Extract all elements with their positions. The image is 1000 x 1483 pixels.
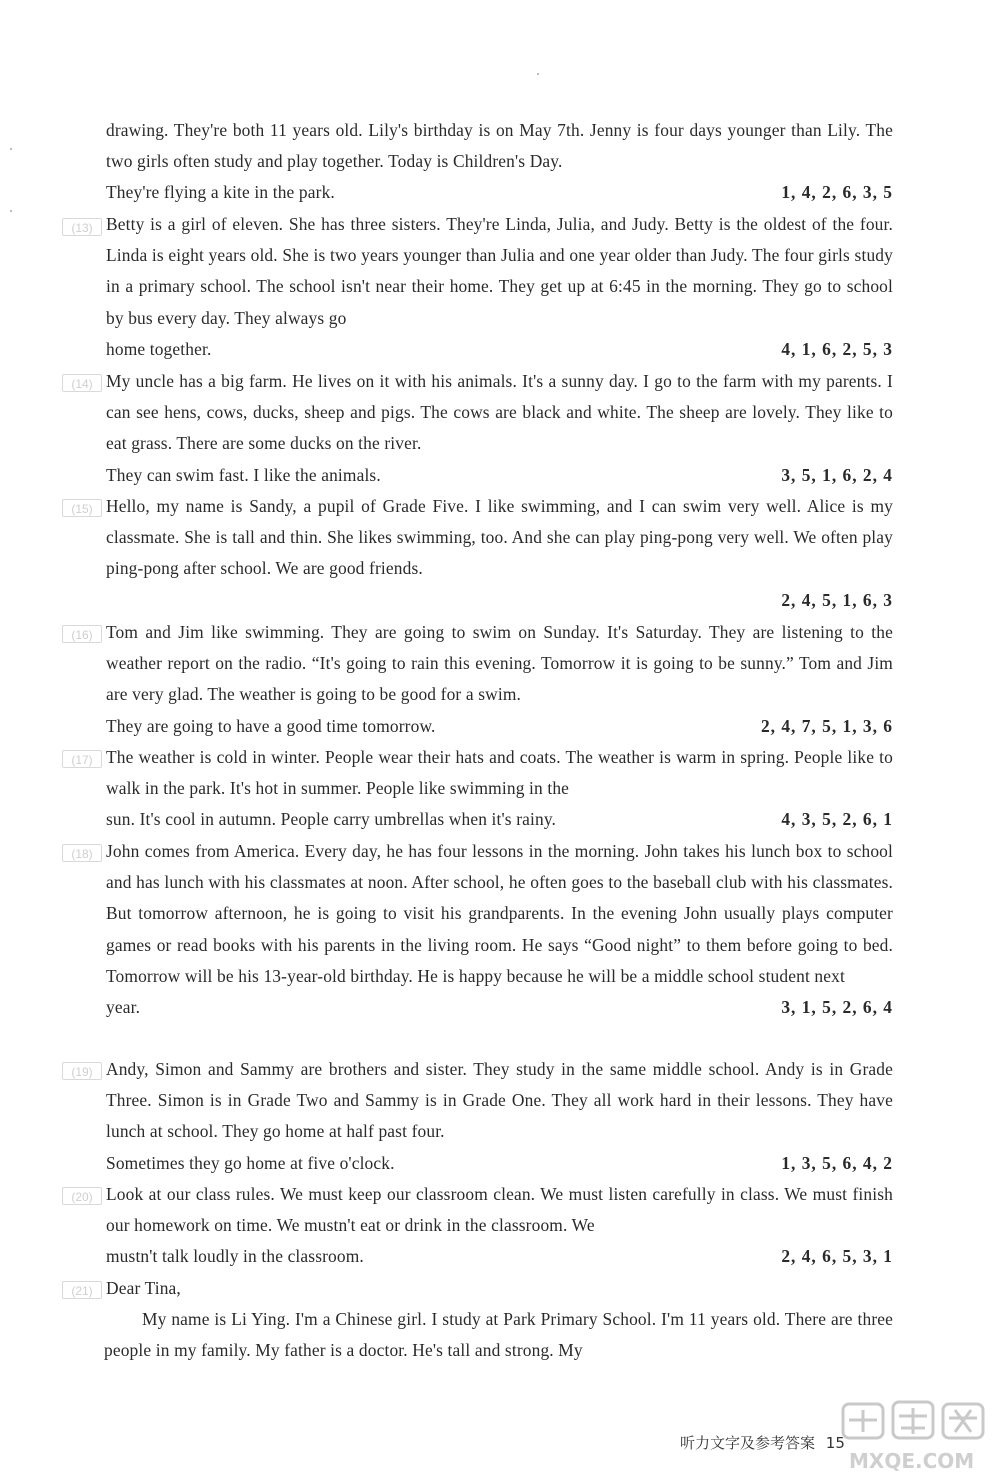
paragraph-last-line (106, 804, 893, 835)
paragraph-last-text: Sometimes they go home at five o'clock. (106, 1152, 395, 1173)
answer-sequence: 1, 3, 5, 6, 4, 2 (781, 1152, 893, 1173)
paragraph-1 (106, 209, 893, 365)
paragraph-last-line (106, 460, 893, 491)
paragraph-7 (106, 1054, 893, 1179)
item-number-badge: (18) (62, 844, 102, 862)
paragraph-last-line (106, 711, 893, 742)
answer-sequence: 4, 1, 6, 2, 5, 3 (781, 338, 893, 359)
watermark-logo (835, 1398, 990, 1478)
paragraph-4 (106, 617, 893, 742)
page-number: 15 (825, 1434, 845, 1452)
item-number-badge: (16) (62, 625, 102, 643)
paragraph-8 (106, 1179, 893, 1273)
paragraph-5 (106, 742, 893, 836)
item-number-badge: (19) (62, 1062, 102, 1080)
paragraph-last-line (106, 177, 893, 208)
answer-sequence: 3, 5, 1, 6, 2, 4 (781, 464, 893, 485)
item-number-badge: (17) (62, 750, 102, 768)
item-number-badge: (13) (62, 218, 102, 236)
scan-speck (10, 148, 12, 150)
paragraph-last-line (106, 1148, 893, 1179)
paragraph-text: Tom and Jim like swimming. They are going to swim on Sunday. It's Saturday. They are listening to the weather report on the radio. “It's going to rain this evening. Tomorrow it is going to be sunny.” Tom and Jim are very glad. The weather is going to be good for a swim. (106, 622, 893, 705)
paragraph-3 (106, 491, 893, 616)
scan-speck (537, 73, 539, 75)
answer-sequence: 2, 4, 5, 1, 6, 3 (781, 589, 893, 610)
paragraph-last-line (106, 1241, 893, 1272)
paragraph-last-line (106, 334, 893, 365)
paragraph-answer-line (106, 585, 893, 616)
item-number-badge: (14) (62, 374, 102, 392)
paragraph-last-text: sun. It's cool in autumn. People carry umbrellas when it's rainy. (106, 809, 557, 830)
letter-salutation: Dear Tina, (106, 1278, 181, 1298)
footer-label: 听力文字及参考答案 (680, 1434, 816, 1452)
paragraph-text: My uncle has a big farm. He lives on it with his animals. It's a sunny day. I go to the farm with my parents. I can see hens, cows, ducks, sheep and pigs. The cows are black and white. The sheep are lovely. They like to eat grass. There are some ducks on the river. (106, 371, 893, 454)
paragraph-last-text: mustn't talk loudly in the classroom. (106, 1246, 364, 1267)
letter (106, 1273, 893, 1304)
paragraph-text: The weather is cold in winter. People wear their hats and coats. The weather is warm in spring. People like to walk in the park. It's hot in summer. People like swimming in the (106, 747, 893, 799)
paragraph-text: John comes from America. Every day, he has four lessons in the morning. John takes his lunch box to school and has lunch with his classmates at noon. After school, he often goes to the baseball club with his classmates. But tomorrow afternoon, he is going to visit his grandparents. In the evening John usually plays computer games or read books with his parents in the living room. He says “Good night” to them before going to bed. Tomorrow will be his 13-year-old birthday. He is happy because he will be a middle school student next (106, 841, 893, 986)
paragraph-2 (106, 366, 893, 491)
paragraph-text: Hello, my name is Sandy, a pupil of Grade Five. I like swimming, and I can swim very well. Alice is my classmate. She is tall and thin. She likes swimming, too. And she can play ping-pong very well. We often play ping-pong after school. We are good friends. (106, 496, 893, 579)
paragraph-last-text: home together. (106, 338, 212, 359)
paragraph-text: Look at our class rules. We must keep our classroom clean. We must listen carefully in class. We must finish our homework on time. We mustn't eat or drink in the classroom. We (106, 1184, 893, 1236)
paragraph-text: drawing. They're both 11 years old. Lily's birthday is on May 7th. Jenny is four days younger than Lily. The two girls often study and play together. Today is Children's Day. (106, 120, 893, 172)
svg-text:MXQE.COM: MXQE.COM (849, 1449, 975, 1473)
answer-sequence: 1, 4, 2, 6, 3, 5 (781, 182, 893, 203)
answer-sequence: 3, 1, 5, 2, 6, 4 (781, 997, 893, 1018)
item-number-badge: (15) (62, 499, 102, 517)
paragraph-last-line (106, 992, 893, 1023)
paragraph-6 (106, 836, 893, 1023)
page-footer (680, 1432, 845, 1453)
answer-sequence: 2, 4, 7, 5, 1, 3, 6 (760, 715, 893, 736)
paragraph-0 (106, 115, 893, 209)
scan-speck (10, 210, 12, 212)
answer-sequence: 4, 3, 5, 2, 6, 1 (781, 809, 893, 830)
answer-sequence: 2, 4, 6, 5, 3, 1 (781, 1246, 893, 1267)
item-number-badge: (20) (62, 1187, 102, 1205)
letter-body-block (104, 1304, 893, 1366)
paragraph-last-text: They can swim fast. I like the animals. (106, 464, 381, 485)
letter-body: My name is Li Ying. I'm a Chinese girl. I study at Park Primary School. I'm 11 years old. There are three people in my family. My father is a doctor. He's tall and strong. My (104, 1309, 893, 1361)
paragraph-text: Betty is a girl of eleven. She has three sisters. They're Linda, Julia, and Judy. Betty is the oldest of the four. Linda is eight years old. She is two years younger than Julia and one year older than Judy. The four girls study in a primary school. The school isn't near their home. They get up at 6:45 in the morning. They go to school by bus every day. They always go (106, 214, 893, 328)
paragraph-last-text: year. (106, 997, 141, 1018)
paragraph-text: Andy, Simon and Sammy are brothers and sister. They study in the same middle school. Andy is in Grade Three. Simon is in Grade Two and Sammy is in Grade One. They all work hard in their lessons. They have lunch at school. They go home at half past four. (106, 1059, 893, 1142)
paragraph-last-text: They're flying a kite in the park. (106, 182, 335, 203)
item-number-badge: (21) (62, 1281, 102, 1299)
paragraph-last-text: They are going to have a good time tomorrow. (106, 715, 436, 736)
